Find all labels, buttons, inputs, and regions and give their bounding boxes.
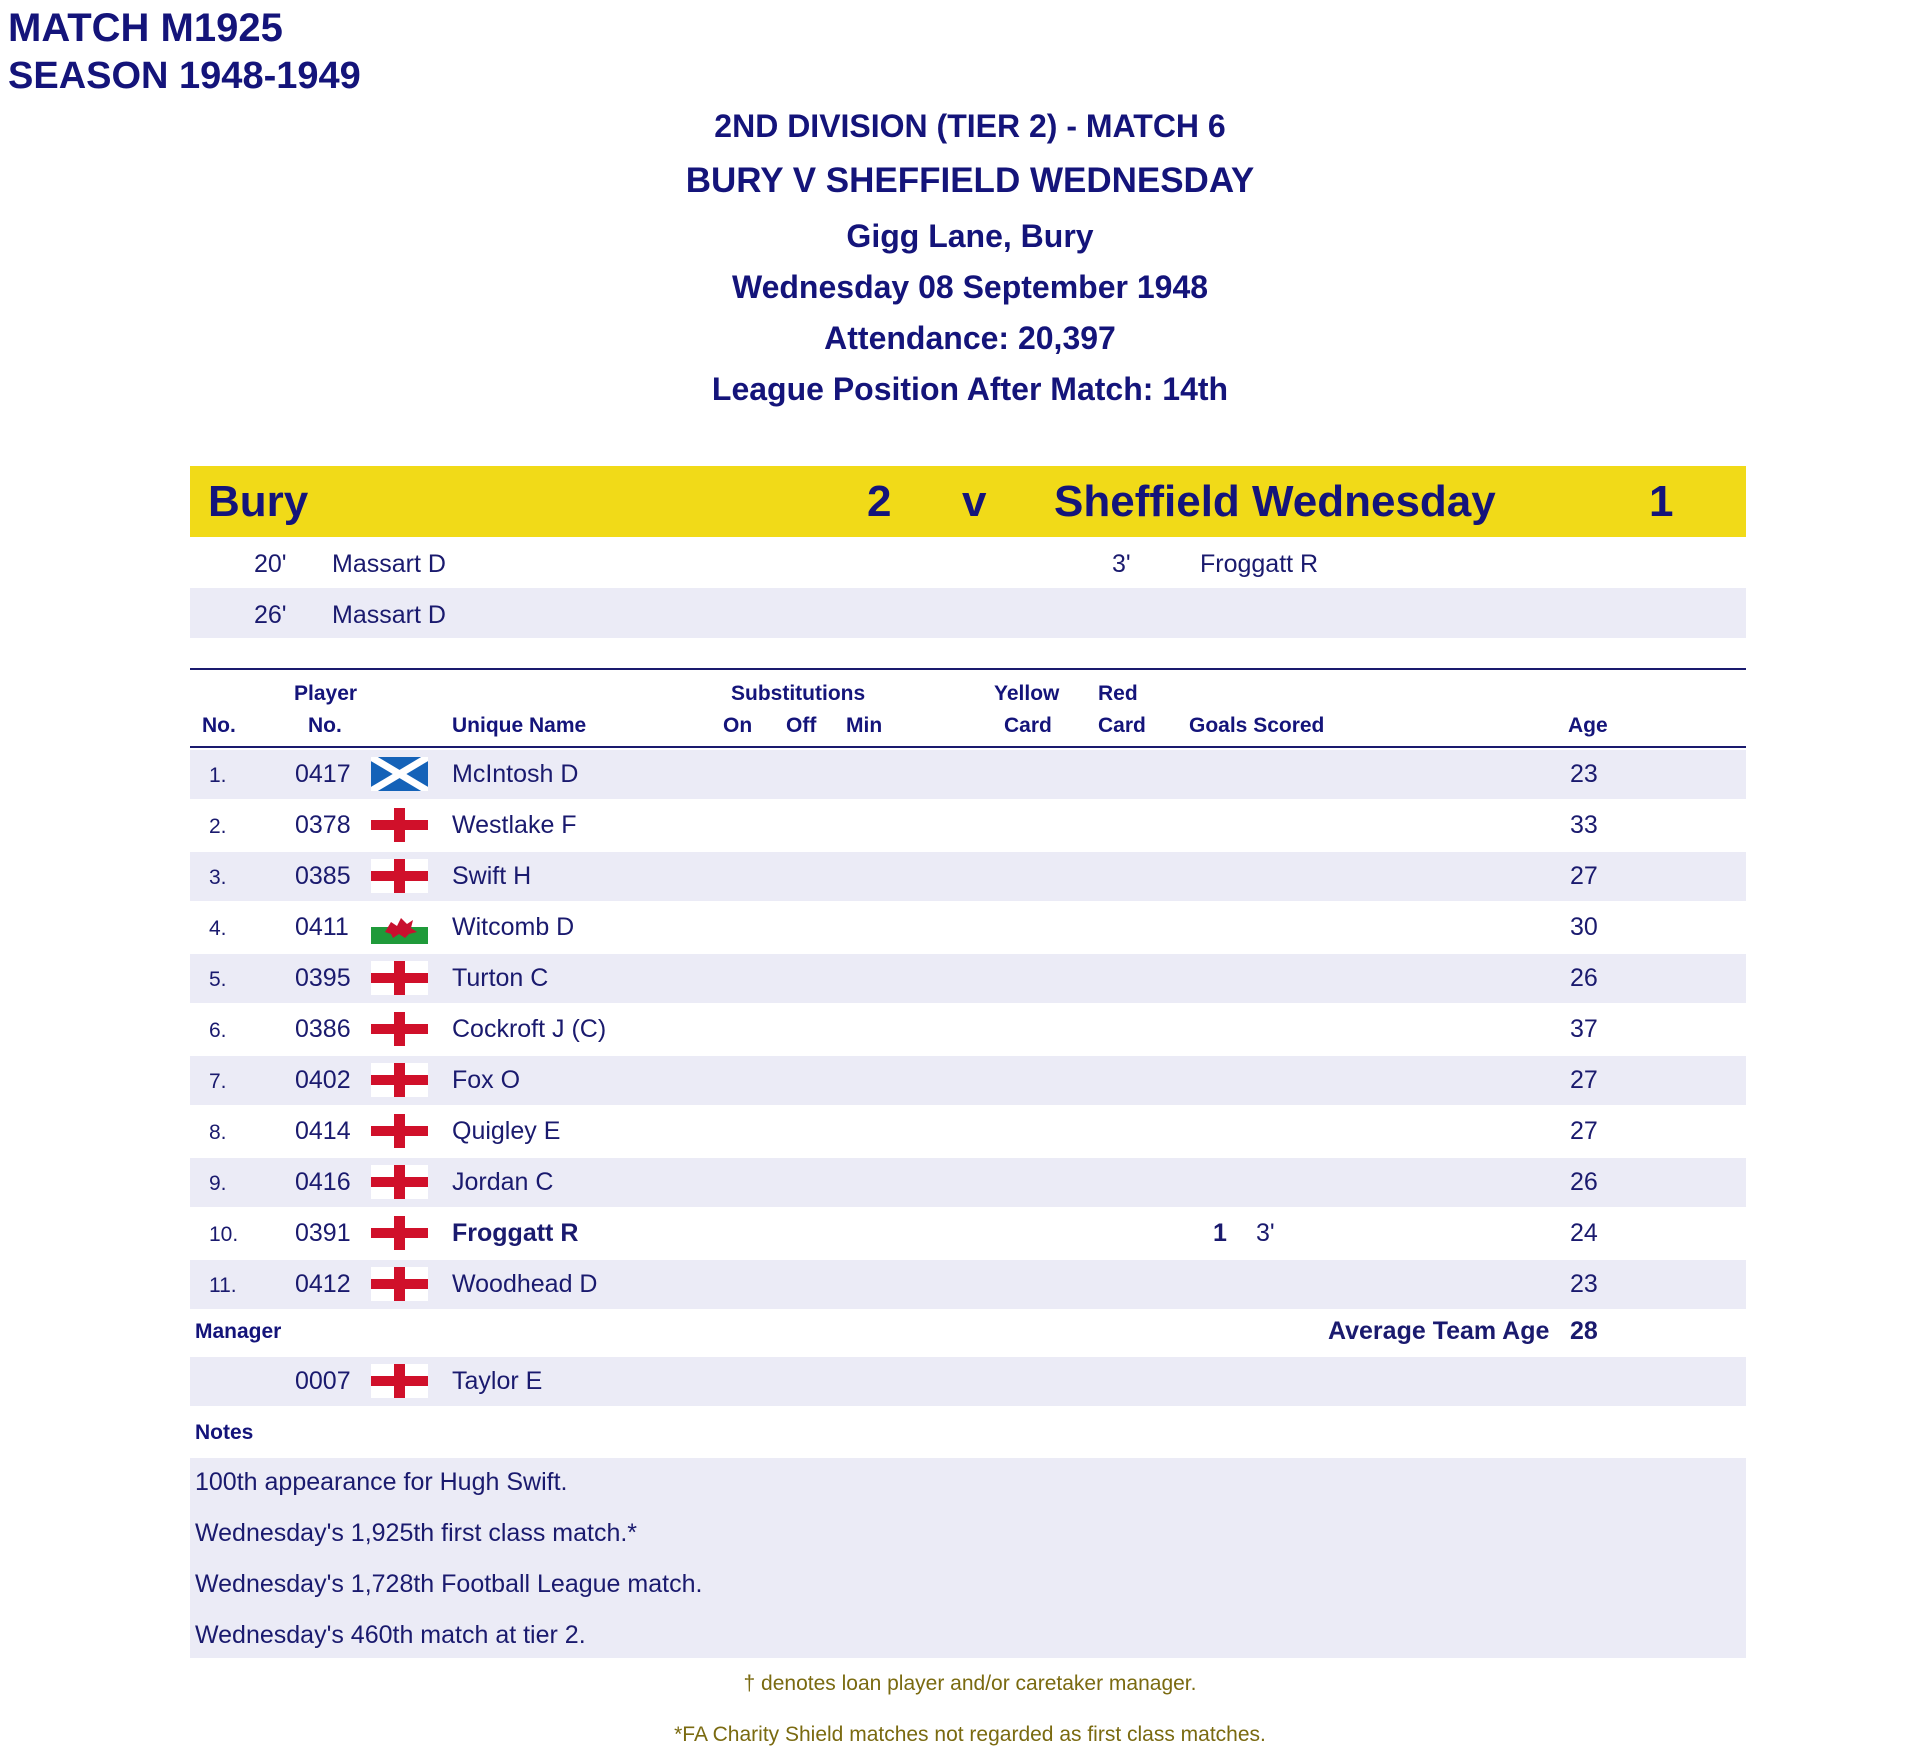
row-number: 3. — [209, 866, 227, 889]
england-flag-icon — [371, 961, 428, 995]
player-number: 0414 — [295, 1117, 351, 1145]
note-item: Wednesday's 1,728th Football League match. — [195, 1570, 703, 1598]
player-number: 0417 — [295, 760, 351, 788]
col-no: No. — [202, 714, 236, 737]
match-date: Wednesday 08 September 1948 — [731, 269, 1209, 305]
col-player-no-line2: No. — [308, 714, 342, 737]
player-age: 26 — [1570, 1168, 1598, 1196]
player-name: Turton C — [452, 964, 549, 992]
attendance: Attendance: 20,397 — [824, 320, 1116, 356]
average-age-label: Average Team Age — [1328, 1317, 1550, 1345]
player-number: 0416 — [295, 1168, 351, 1196]
scotland-flag-icon — [371, 757, 428, 791]
player-name: McIntosh D — [452, 760, 579, 788]
col-unique-name: Unique Name — [452, 714, 587, 737]
col-sub-min: Min — [846, 714, 883, 737]
goal-minute: 3' — [1256, 1219, 1275, 1247]
player-number: 0395 — [295, 964, 351, 992]
average-age-value: 28 — [1570, 1317, 1598, 1345]
col-goals-scored: Goals Scored — [1189, 714, 1325, 737]
scorer-name: Massart D — [332, 550, 446, 578]
col-red-line1: Red — [1098, 682, 1138, 705]
manager-player-no: 0007 — [295, 1367, 351, 1395]
player-name: Jordan C — [452, 1168, 554, 1196]
col-player-no-line1: Player — [294, 682, 358, 705]
score-bar — [190, 466, 1746, 537]
england-flag-icon — [371, 1364, 428, 1398]
england-flag-icon — [371, 859, 428, 893]
note-item: Wednesday's 1,925th first class match.* — [195, 1519, 638, 1547]
away-team: Sheffield Wednesday — [1054, 477, 1496, 526]
england-flag-icon — [371, 1114, 428, 1148]
match-id: MATCH M1925 — [8, 6, 283, 50]
scorer-minute: 26' — [254, 601, 287, 629]
col-yellow-line1: Yellow — [994, 682, 1060, 705]
row-number: 10. — [209, 1223, 239, 1246]
player-number: 0391 — [295, 1219, 351, 1247]
scorer-name: Massart D — [332, 601, 446, 629]
player-age: 27 — [1570, 1066, 1598, 1094]
col-substitutions: Substitutions — [731, 682, 866, 705]
scorer-minute: 20' — [254, 550, 287, 578]
division-title: 2ND DIVISION (TIER 2) - MATCH 6 — [714, 108, 1226, 144]
england-flag-icon — [371, 1063, 428, 1097]
home-team: Bury — [208, 477, 309, 526]
charity-footnote: *FA Charity Shield matches not regarded as first class matches. — [674, 1723, 1266, 1746]
row-number: 4. — [209, 917, 227, 940]
manager-label: Manager — [195, 1320, 282, 1343]
player-age: 27 — [1570, 1117, 1598, 1145]
player-age: 23 — [1570, 1270, 1598, 1298]
player-number: 0378 — [295, 811, 351, 839]
notes-label: Notes — [195, 1421, 254, 1444]
row-number: 6. — [209, 1019, 227, 1042]
player-age: 33 — [1570, 811, 1598, 839]
england-flag-icon — [371, 808, 428, 842]
row-number: 9. — [209, 1172, 227, 1195]
wales-flag-icon — [371, 910, 428, 944]
england-flag-icon — [371, 1165, 428, 1199]
player-name: Swift H — [452, 862, 532, 890]
player-number: 0402 — [295, 1066, 351, 1094]
season: SEASON 1948-1949 — [8, 55, 361, 97]
loan-footnote: † denotes loan player and/or caretaker manager. — [743, 1672, 1197, 1695]
goals-count: 1 — [1213, 1219, 1227, 1247]
venue: Gigg Lane, Bury — [846, 218, 1094, 254]
player-name: Woodhead D — [452, 1270, 598, 1298]
col-age: Age — [1568, 714, 1608, 737]
row-number: 11. — [209, 1274, 237, 1297]
col-yellow-line2: Card — [1004, 714, 1052, 737]
player-age: 30 — [1570, 913, 1598, 941]
player-number: 0385 — [295, 862, 351, 890]
player-age: 27 — [1570, 862, 1598, 890]
player-name: Witcomb D — [452, 913, 575, 941]
player-age: 37 — [1570, 1015, 1598, 1043]
player-age: 24 — [1570, 1219, 1598, 1247]
player-name: Westlake F — [452, 811, 577, 839]
player-age: 23 — [1570, 760, 1598, 788]
row-number: 1. — [209, 764, 227, 787]
england-flag-icon — [371, 1012, 428, 1046]
col-sub-off: Off — [786, 714, 817, 737]
england-flag-icon — [371, 1216, 428, 1250]
table-top-rule — [190, 668, 1746, 670]
away-goals: 1 — [1649, 477, 1674, 526]
home-goals: 2 — [867, 477, 892, 526]
row-number: 5. — [209, 968, 227, 991]
scorer-minute: 3' — [1112, 550, 1131, 578]
player-name: Cockroft J (C) — [452, 1015, 607, 1043]
player-number: 0412 — [295, 1270, 351, 1298]
scorer-name: Froggatt R — [1200, 550, 1319, 578]
row-number: 7. — [209, 1070, 227, 1093]
player-name: Fox O — [452, 1066, 521, 1094]
player-number: 0386 — [295, 1015, 351, 1043]
manager-name: Taylor E — [452, 1367, 543, 1395]
player-number: 0411 — [295, 913, 349, 941]
player-age: 26 — [1570, 964, 1598, 992]
note-item: 100th appearance for Hugh Swift. — [195, 1468, 568, 1496]
player-name: Quigley E — [452, 1117, 561, 1145]
versus: v — [962, 477, 987, 526]
fixture-title: BURY V SHEFFIELD WEDNESDAY — [685, 161, 1255, 200]
row-number: 8. — [209, 1121, 227, 1144]
col-red-line2: Card — [1098, 714, 1146, 737]
league-position: League Position After Match: 14th — [711, 371, 1229, 407]
england-flag-icon — [371, 1267, 428, 1301]
col-sub-on: On — [723, 714, 753, 737]
note-item: Wednesday's 460th match at tier 2. — [195, 1621, 586, 1649]
player-name: Froggatt R — [452, 1219, 579, 1247]
table-header-rule — [190, 746, 1746, 748]
row-number: 2. — [209, 815, 227, 838]
